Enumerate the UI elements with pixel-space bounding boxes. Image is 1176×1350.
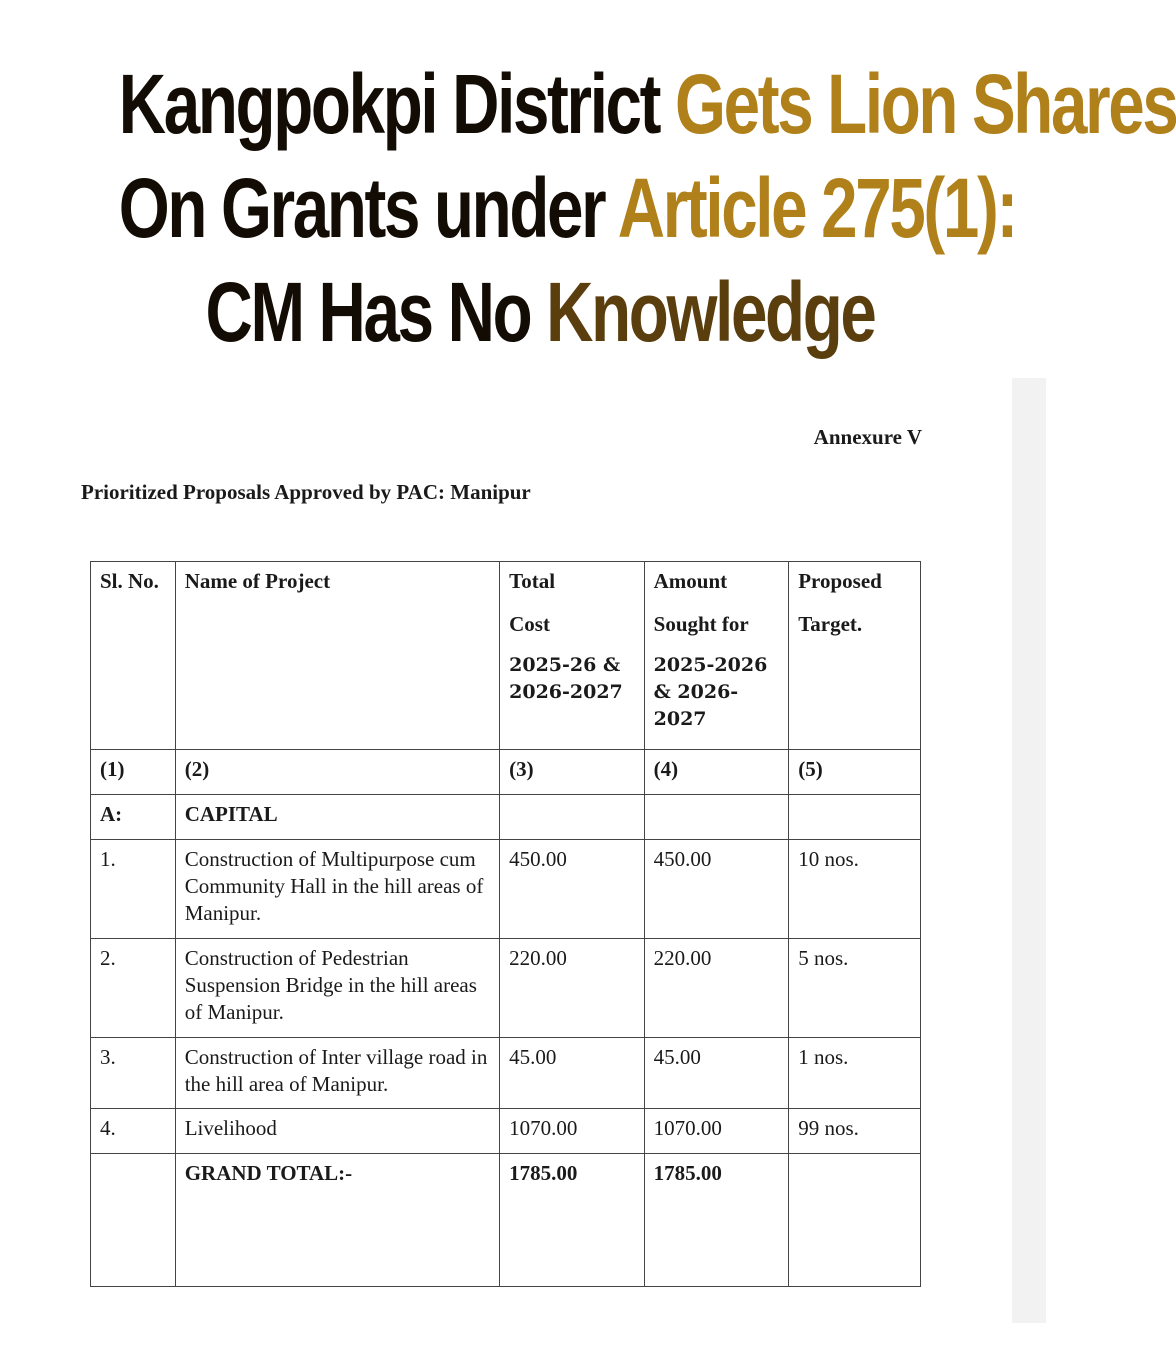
headline-line-2	[118, 156, 1016, 260]
headline	[118, 52, 1176, 364]
header-total-cost	[500, 562, 645, 750]
row-sl: 1.	[91, 840, 176, 939]
header-total-line1: Total	[509, 569, 556, 593]
headline-text-highlight: Knowledge	[546, 265, 875, 359]
table-header-row	[91, 562, 921, 750]
table-row	[91, 1038, 921, 1109]
row-target: 5 nos.	[789, 939, 921, 1038]
document-title: Prioritized Proposals Approved by PAC: Manipur	[81, 480, 531, 504]
header-amount-line3: 2025-2026 & 2026-2027	[653, 654, 768, 730]
row-amount-sought: 220.00	[644, 939, 789, 1038]
empty-cell	[644, 795, 789, 840]
header-amount-line2: Sought for	[653, 612, 749, 636]
row-project-name: Construction of Pedestrian Suspension Bridge in the hill areas of Manipur.	[175, 939, 499, 1038]
table-row	[91, 939, 921, 1038]
header-target-line2: Target.	[798, 612, 863, 636]
headline-line-1	[118, 52, 1176, 156]
proposals-table	[90, 561, 921, 1287]
row-amount-sought: 450.00	[644, 840, 789, 939]
grand-total-amount: 1785.00	[644, 1154, 789, 1287]
row-total-cost: 1070.00	[500, 1109, 645, 1154]
headline-line-3	[119, 260, 961, 364]
row-total-cost: 45.00	[500, 1038, 645, 1109]
row-target: 1 nos.	[789, 1038, 921, 1109]
empty-cell	[500, 795, 645, 840]
section-code: A:	[91, 795, 176, 840]
empty-cell	[789, 1154, 921, 1287]
column-number: (2)	[175, 750, 499, 795]
column-number: (3)	[500, 750, 645, 795]
header-total-line3: 2025-26 & 2026-2027	[509, 654, 623, 703]
row-total-cost: 220.00	[500, 939, 645, 1038]
headline-text: Kangpokpi District	[118, 57, 676, 151]
row-target: 99 nos.	[789, 1109, 921, 1154]
row-project-name: Construction of Inter village road in the hill area of Manipur.	[175, 1038, 499, 1109]
row-sl: 3.	[91, 1038, 176, 1109]
empty-cell	[91, 1154, 176, 1287]
headline-text: CM Has No	[205, 265, 547, 359]
row-sl: 4.	[91, 1109, 176, 1154]
header-proposed-target	[789, 562, 921, 750]
grand-total-row	[91, 1154, 921, 1287]
empty-cell	[789, 795, 921, 840]
table-row	[91, 840, 921, 939]
grand-total-label: GRAND TOTAL:-	[175, 1154, 499, 1287]
row-project-name: Livelihood	[175, 1109, 499, 1154]
section-row	[91, 795, 921, 840]
row-amount-sought: 45.00	[644, 1038, 789, 1109]
document-scroll-strip	[1012, 378, 1046, 1323]
header-target-line1: Proposed	[798, 569, 882, 593]
header-amount-sought	[644, 562, 789, 750]
row-sl: 2.	[91, 939, 176, 1038]
row-amount-sought: 1070.00	[644, 1109, 789, 1154]
row-target: 10 nos.	[789, 840, 921, 939]
header-total-line2: Cost	[509, 612, 550, 636]
section-label: CAPITAL	[175, 795, 499, 840]
column-number: (1)	[91, 750, 176, 795]
grand-total-cost: 1785.00	[500, 1154, 645, 1287]
headline-text: On Grants under	[118, 161, 618, 255]
row-project-name: Construction of Multipurpose cum Community Hall in the hill areas of Manipur.	[175, 840, 499, 939]
headline-text-highlight: Gets Lion Shares	[675, 57, 1176, 151]
header-project-name: Name of Project	[175, 562, 499, 750]
headline-text-highlight: Article 275(1):	[617, 161, 1016, 255]
column-number-row	[91, 750, 921, 795]
header-sl-no: Sl. No.	[91, 562, 176, 750]
row-total-cost: 450.00	[500, 840, 645, 939]
column-number: (5)	[789, 750, 921, 795]
annexure-label: Annexure V	[813, 425, 922, 449]
column-number: (4)	[644, 750, 789, 795]
table-row	[91, 1109, 921, 1154]
header-amount-line1: Amount	[653, 569, 728, 593]
